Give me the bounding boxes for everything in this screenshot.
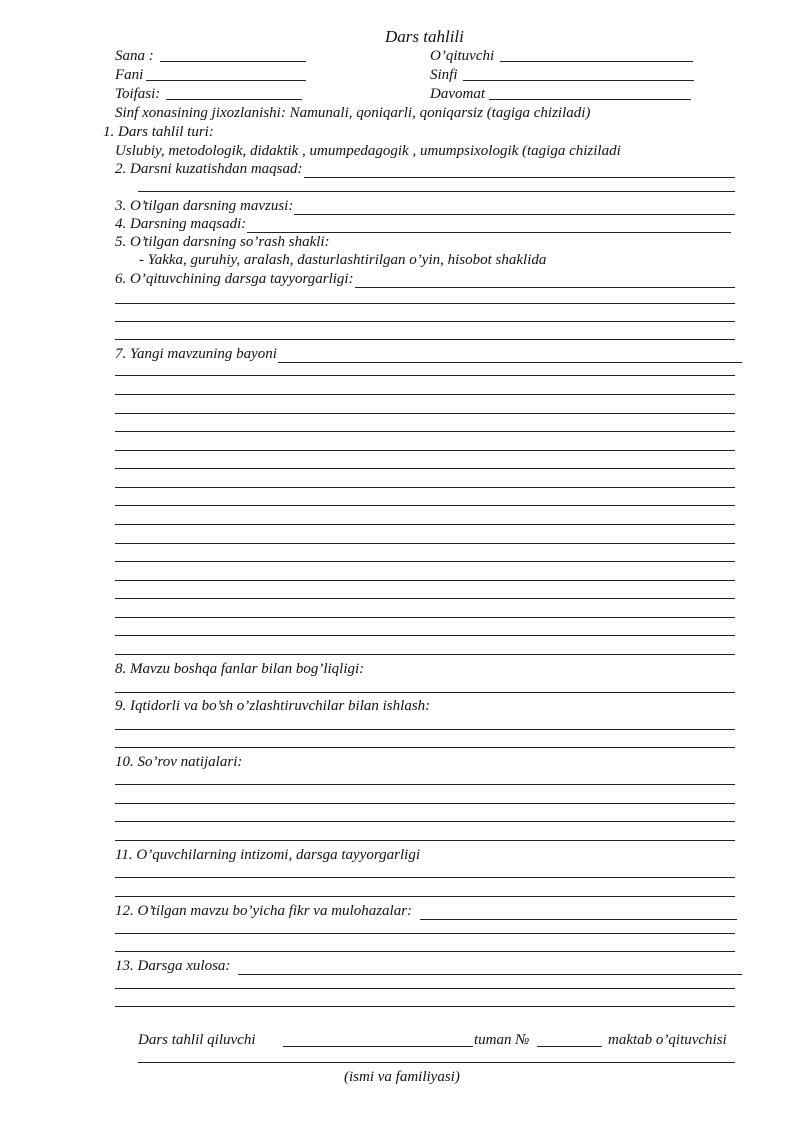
section-7-line[interactable] xyxy=(115,524,735,525)
section-6-line[interactable] xyxy=(115,321,735,322)
section-10-line[interactable] xyxy=(115,784,735,785)
section-7-row xyxy=(115,345,742,363)
section-7-line[interactable] xyxy=(115,543,735,544)
section-6-field[interactable] xyxy=(355,273,735,288)
section-7-line[interactable] xyxy=(115,487,735,488)
maktab-label: maktab o’qituvchisi xyxy=(608,1032,727,1048)
section-7-label: 7. Yangi mavzuning bayoni xyxy=(115,346,277,362)
section-13-line[interactable] xyxy=(115,988,735,989)
page-title: Dars tahlili xyxy=(385,27,464,46)
section-3-row xyxy=(115,197,735,215)
section-7-line[interactable] xyxy=(115,598,735,599)
section-11-line[interactable] xyxy=(115,877,735,878)
sinfi-label: Sinfi xyxy=(430,67,458,83)
section-10-label: 10. So’rov natijalari: xyxy=(115,754,243,770)
section-5-options: - Yakka, guruhiy, aralash, dasturlashtirilgan o’yin, hisobot shaklida xyxy=(139,252,547,268)
section-12-line[interactable] xyxy=(115,951,735,952)
section-11-line[interactable] xyxy=(115,896,735,897)
section-13-line[interactable] xyxy=(115,1006,735,1007)
section-7-line[interactable] xyxy=(115,654,735,655)
tahlil-qiluvchi-name-field[interactable] xyxy=(283,1046,473,1047)
section-5-title: 5. O’tilgan darsning so’rash shakli: xyxy=(115,234,330,250)
section-12-row xyxy=(115,902,737,920)
section-12-label: 12. O’tilgan mavzu bo’yicha fikr va mulohazalar: xyxy=(115,903,413,919)
section-2-row xyxy=(115,160,735,178)
section-7-line[interactable] xyxy=(115,561,735,562)
section-7-field[interactable] xyxy=(278,348,742,363)
section-12-line[interactable] xyxy=(115,933,735,934)
maktab-number-field[interactable] xyxy=(537,1046,602,1047)
section-7-line[interactable] xyxy=(115,375,735,376)
oqituvchi-label: O’qituvchi xyxy=(430,48,495,64)
sana-field[interactable] xyxy=(160,61,306,62)
section-6-row xyxy=(115,270,735,288)
davomat-field[interactable] xyxy=(489,99,691,100)
sinfi-field[interactable] xyxy=(463,80,694,81)
section-10-line[interactable] xyxy=(115,821,735,822)
section-7-line[interactable] xyxy=(115,505,735,506)
section-13-label: 13. Darsga xulosa: xyxy=(115,958,231,974)
section-9-label: 9. Iqtidorli va bo’sh o’zlashtiruvchilar bilan ishlash: xyxy=(115,698,431,714)
section-7-line[interactable] xyxy=(115,580,735,581)
section-13-field[interactable] xyxy=(238,960,742,975)
section-9-line[interactable] xyxy=(115,729,735,730)
section-2-field[interactable] xyxy=(304,163,735,178)
oqituvchi-field[interactable] xyxy=(500,61,693,62)
section-10-line[interactable] xyxy=(115,840,735,841)
tuman-label: tuman № xyxy=(474,1032,530,1048)
section-2-label: 2. Darsni kuzatishdan maqsad: xyxy=(115,161,303,177)
section-7-line[interactable] xyxy=(115,394,735,395)
section-7-line[interactable] xyxy=(115,413,735,414)
tahlil-qiluvchi-label: Dars tahlil qiluvchi xyxy=(138,1032,256,1048)
section-6-line[interactable] xyxy=(115,339,735,340)
section-6-label: 6. O’qituvchining darsga tayyorgarligi: xyxy=(115,271,354,287)
sana-label: Sana : xyxy=(115,48,154,64)
section-7-line[interactable] xyxy=(115,450,735,451)
section-10-line[interactable] xyxy=(115,803,735,804)
section-7-line[interactable] xyxy=(115,617,735,618)
signature-line[interactable] xyxy=(138,1062,735,1063)
toifasi-label: Toifasi: xyxy=(115,86,161,102)
ismi-caption: (ismi va familiyasi) xyxy=(344,1069,460,1085)
section-1-options: Uslubiy, metodologik, didaktik , umumpedagogik , umumpsixologik (tagiga chiziladi xyxy=(115,143,621,159)
davomat-label: Davomat xyxy=(430,86,485,102)
section-9-line[interactable] xyxy=(115,747,735,748)
section-7-line[interactable] xyxy=(115,431,735,432)
section-7-line[interactable] xyxy=(115,468,735,469)
section-8-label: 8. Mavzu boshqa fanlar bilan bog’liqligi: xyxy=(115,661,365,677)
section-13-row xyxy=(115,957,742,975)
section-7-line[interactable] xyxy=(115,635,735,636)
fani-field[interactable] xyxy=(146,80,306,81)
section-4-row xyxy=(115,215,731,233)
section-1-title: 1. Dars tahlil turi: xyxy=(103,124,214,140)
section-3-label: 3. O’tilgan darsning mavzusi: xyxy=(115,198,294,214)
section-2-line[interactable] xyxy=(138,191,735,192)
fani-label: Fani xyxy=(115,67,144,83)
jixozlanish-text: Sinf xonasining jixozlanishi: Namunali, qoniqarli, qoniqarsiz (tagiga chiziladi) xyxy=(115,105,591,121)
section-3-field[interactable] xyxy=(294,200,735,215)
section-12-field[interactable] xyxy=(420,905,737,920)
section-4-field[interactable] xyxy=(247,218,731,233)
toifasi-field[interactable] xyxy=(166,99,302,100)
section-6-line[interactable] xyxy=(115,303,735,304)
section-4-label: 4. Darsning maqsadi: xyxy=(115,216,247,232)
section-11-label: 11. O’quvchilarning intizomi, darsga tayyorgarligi xyxy=(115,847,420,863)
section-8-line[interactable] xyxy=(115,692,735,693)
